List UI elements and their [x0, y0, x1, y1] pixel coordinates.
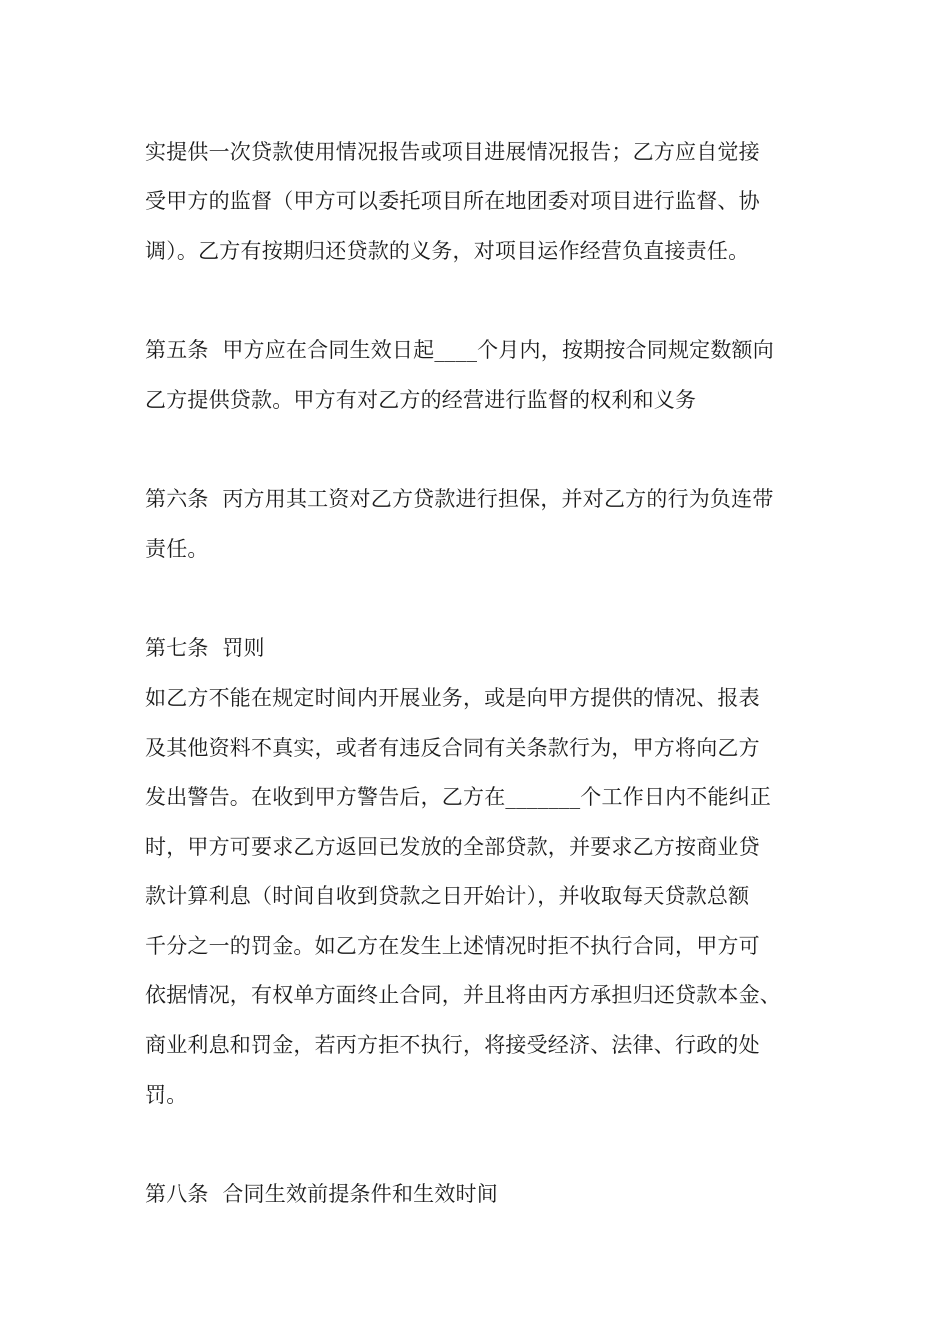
article-8-heading: 第八条 合同生效前提条件和生效时间 — [145, 1182, 498, 1206]
article-7-line-1: 如乙方不能在规定时间内开展业务，或是向甲方提供的情况、报表 — [145, 686, 760, 710]
article-7-line-7: 依据情况，有权单方面终止合同，并且将由丙方承担归还贷款本金、 — [145, 983, 781, 1007]
article-5-line-2: 乙方提供贷款。甲方有对乙方的经营进行监督的权利和义务 — [145, 388, 697, 412]
intro-line-3: 调）。乙方有按期归还贷款的义务，对项目运作经营负直接责任。 — [145, 239, 750, 263]
article-7-line-5: 款计算利息（时间自收到贷款之日开始计），并收取每天贷款总额 — [145, 884, 750, 908]
article-7-line-4: 时，甲方可要求乙方返回已发放的全部贷款，并要求乙方按商业贷 — [145, 835, 760, 859]
article-6-line-2: 责任。 — [145, 537, 209, 561]
article-7-line-2: 及其他资料不真实，或者有违反合同有关条款行为，甲方将向乙方 — [145, 736, 760, 760]
article-7-line-9: 罚。 — [145, 1083, 188, 1107]
article-7-line-8: 商业利息和罚金，若丙方拒不执行，将接受经济、法律、行政的处 — [145, 1033, 760, 1057]
intro-line-1: 实提供一次贷款使用情况报告或项目进展情况报告；乙方应自觉接 — [145, 140, 760, 164]
article-7-line-6: 千分之一的罚金。如乙方在发生上述情况时拒不执行合同，甲方可 — [145, 934, 760, 958]
intro-line-2: 受甲方的监督（甲方可以委托项目所在地团委对项目进行监督、协 — [145, 189, 760, 213]
article-5-line-1: 第五条 甲方应在合同生效日起____个月内，按期按合同规定数额向 — [145, 338, 774, 362]
article-7-line-3: 发出警告。在收到甲方警告后，乙方在_______个工作日内不能纠正 — [145, 785, 772, 809]
article-7-heading: 第七条 罚则 — [145, 636, 265, 660]
article-6-line-1: 第六条 丙方用其工资对乙方贷款进行担保，并对乙方的行为负连带 — [145, 487, 774, 511]
